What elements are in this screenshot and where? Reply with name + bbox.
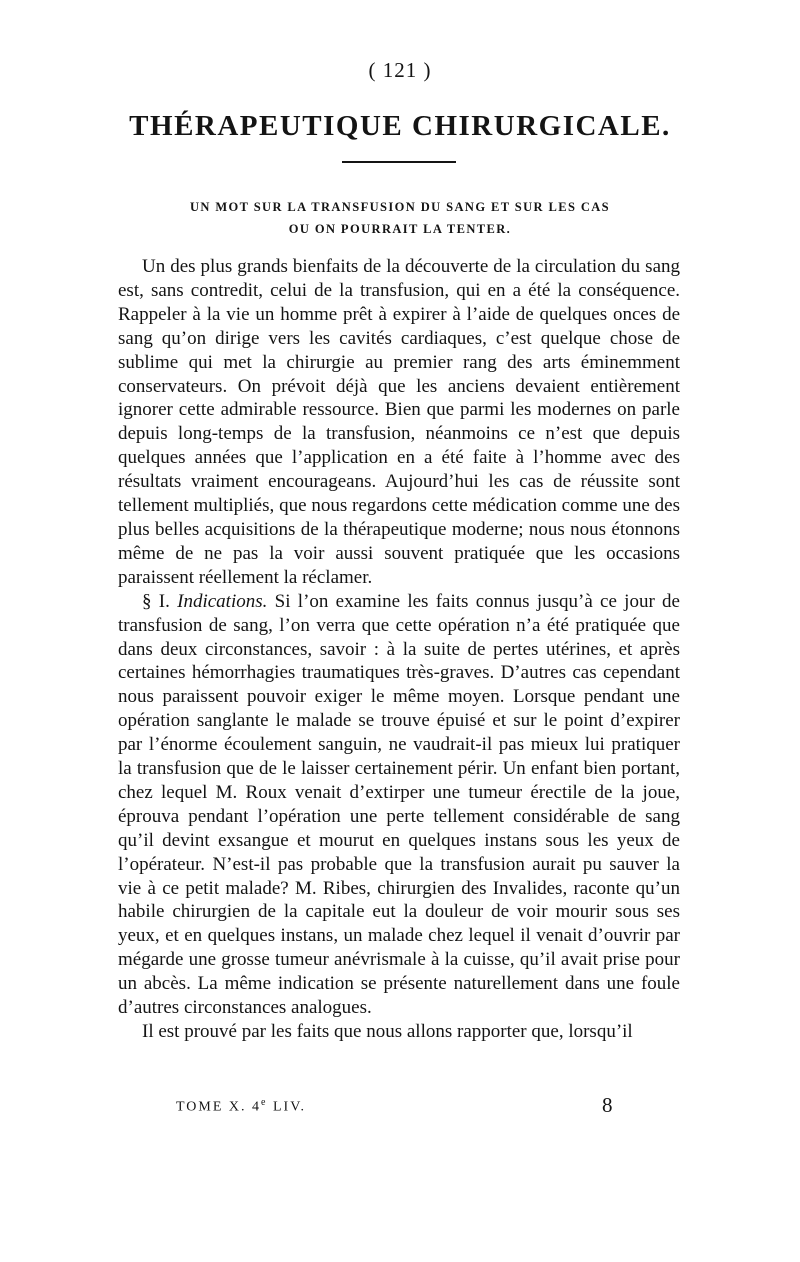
livraison-label: LIV. <box>267 1099 307 1115</box>
subtitle-line-2: OU ON POURRAIT LA TENTER. <box>288 222 512 236</box>
paragraph-2 <box>118 590 680 1020</box>
article-subtitle <box>130 196 670 240</box>
page-title: THÉRAPEUTIQUE CHIRURGICALE. <box>129 110 671 142</box>
section-title: Indications. <box>177 590 268 612</box>
section-label: § I. <box>142 590 170 612</box>
subtitle-line-1: UN MOT SUR LA TRANSFUSION DU SANG ET SUR LES CAS <box>189 200 611 214</box>
volume-ordinal: e <box>261 1097 268 1108</box>
volume-signature <box>176 1097 626 1116</box>
article-body <box>118 255 680 1044</box>
paragraph-1: Un des plus grands bienfaits de la découverte de la circulation du sang est, sans contredit, celui de la transfusion, qui en a été la conséquence. Rappeler à la vie un homme prêt à expirer à l’aide de quelques onces de sang qu’on dirige vers les cavités cardiaques, c’est quelque chose de sublime qui met la chirurgie au premier rang des arts éminemment conservateurs. On prévoit déjà que les anciens devaient entièrement ignorer cette admirable ressource. Bien que parmi les modernes on parle depuis long-temps de la transfusion, néanmoins ce n’est que depuis quelques années que l’application en a été faite à l’homme avec des résultats vraiment encourageans. Aujourd’hui les cas de réussite sont tellement multipliés, que nous regardons cette médication comme une des plus belles acquisitions de la thérapeutique moderne; nous nous étonnons même de ne pas la voir aussi souvent pratiquée que les occasions paraissent réellement la réclamer. <box>118 256 680 588</box>
paragraph-3: Il est prouvé par les faits que nous allons rapporter que, lorsqu’il <box>142 1021 633 1042</box>
volume-label: TOME X. 4 <box>176 1099 262 1115</box>
paragraph-2-text: Si l’on examine les faits connus jusqu’à ce jour de transfusion de sang, l’on verra que cette opération n’a été pratiquée que dans deux circonstances, savoir : à la suite de pertes utérines, et après certaines hémorrhagies traumatiques très-graves. D’autres cas cependant nous paraissent pouvoir exiger le même moyen. Lorsque pendant une opération sanglante le malade se trouve épuisé et sur le point d’expirer par l’énorme écoulement sanguin, ne vaudrait-il pas mieux lui pratiquer la transfusion que de le laisser certainement périr. Un enfant bien portant, chez lequel M. Roux venait d’extirper une tumeur érectile de la joue, éprouva pendant l’opération une perte tellement considérable de sang qu’il devint exsangue et mourut en quelques instans sous les yeux de l’opérateur. N’est-il pas probable que la transfusion aurait pu sauver la vie à ce petit malade? M. Ribes, chirurgien des Invalides, raconte qu’un habile chirurgien de la capitale eut la douleur de voir mourir sous ses yeux, et en quelques instans, un malade chez lequel il venait d’ouvrir par mégarde une grosse tumeur anévrismale à la cuisse, qu’il avait prise pour un abcès. La même indication se présente naturellement dans une foule d’autres circonstances analogues. <box>118 590 680 1019</box>
sheet-number: 8 <box>602 1093 613 1117</box>
page-number: ( 121 ) <box>368 58 432 82</box>
title-divider <box>342 161 456 163</box>
